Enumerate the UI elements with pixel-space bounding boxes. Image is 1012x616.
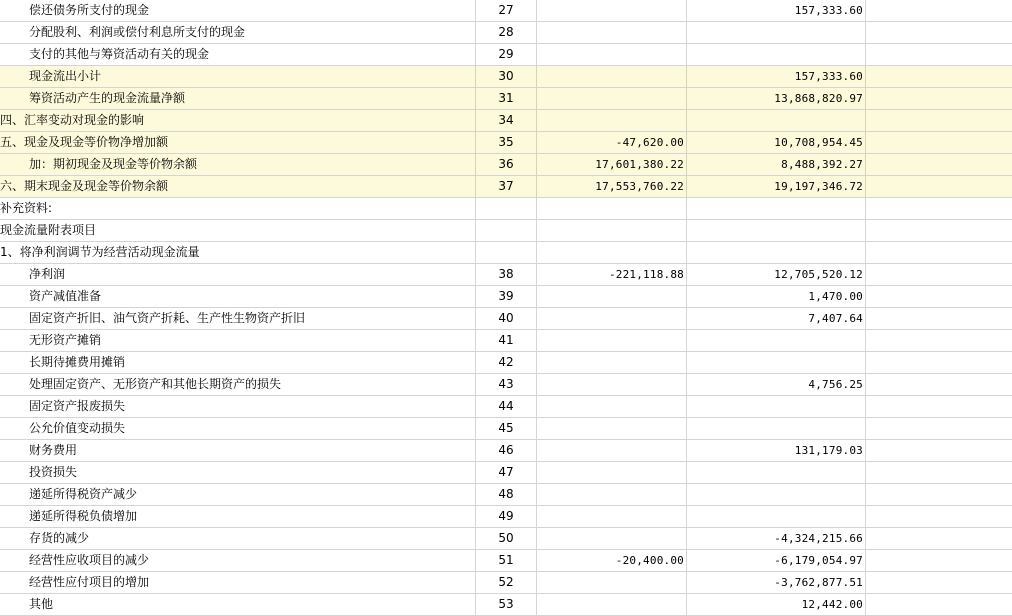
blank-cell[interactable] (866, 352, 1012, 373)
item-name-cell[interactable]: 偿还债务所支付的现金 (0, 0, 476, 21)
table-row[interactable] (0, 594, 1012, 616)
blank-cell[interactable] (866, 286, 1012, 307)
item-name-cell[interactable]: 经营性应收项目的减少 (0, 550, 476, 571)
amount-col2-cell[interactable]: 10,708,954.45 (687, 132, 866, 153)
blank-cell[interactable] (866, 374, 1012, 395)
item-name-cell[interactable]: 递延所得税负债增加 (0, 506, 476, 527)
amount-col2-cell[interactable]: 157,333.60 (687, 66, 866, 87)
line-number-cell[interactable]: 31 (476, 88, 537, 109)
amount-col2-cell[interactable] (687, 352, 866, 373)
item-name-cell[interactable]: 固定资产报废损失 (0, 396, 476, 417)
blank-cell[interactable] (866, 440, 1012, 461)
line-number-cell[interactable]: 42 (476, 352, 537, 373)
item-name-cell[interactable]: 分配股利、利润或偿付利息所支付的现金 (0, 22, 476, 43)
blank-cell[interactable] (866, 462, 1012, 483)
blank-cell[interactable] (866, 176, 1012, 197)
amount-col1-cell[interactable] (537, 374, 687, 395)
blank-cell[interactable] (866, 44, 1012, 65)
amount-col1-cell[interactable] (537, 352, 687, 373)
amount-col2-cell[interactable]: -4,324,215.66 (687, 528, 866, 549)
item-name-cell[interactable]: 四、汇率变动对现金的影响 (0, 110, 476, 131)
blank-cell[interactable] (866, 198, 1012, 219)
amount-col1-cell[interactable] (537, 506, 687, 527)
line-number-cell[interactable]: 46 (476, 440, 537, 461)
amount-col2-cell[interactable] (687, 198, 866, 219)
table-row[interactable] (0, 506, 1012, 528)
amount-col2-cell[interactable] (687, 484, 866, 505)
amount-col2-cell[interactable]: 1,470.00 (687, 286, 866, 307)
item-name-cell[interactable]: 长期待摊费用摊销 (0, 352, 476, 373)
line-number-cell[interactable]: 51 (476, 550, 537, 571)
blank-cell[interactable] (866, 88, 1012, 109)
item-name-cell[interactable]: 1、将净利润调节为经营活动现金流量 (0, 242, 476, 263)
blank-cell[interactable] (866, 154, 1012, 175)
line-number-cell[interactable] (476, 198, 537, 219)
table-row[interactable] (0, 88, 1012, 110)
line-number-cell[interactable]: 28 (476, 22, 537, 43)
amount-col2-cell[interactable] (687, 418, 866, 439)
item-name-cell[interactable]: 无形资产摊销 (0, 330, 476, 351)
blank-cell[interactable] (866, 66, 1012, 87)
line-number-cell[interactable]: 52 (476, 572, 537, 593)
table-row[interactable] (0, 462, 1012, 484)
amount-col2-cell[interactable] (687, 506, 866, 527)
line-number-cell[interactable]: 41 (476, 330, 537, 351)
line-number-cell[interactable]: 44 (476, 396, 537, 417)
table-row[interactable] (0, 66, 1012, 88)
item-name-cell[interactable]: 递延所得税资产减少 (0, 484, 476, 505)
item-name-cell[interactable]: 五、现金及现金等价物净增加额 (0, 132, 476, 153)
amount-col2-cell[interactable]: 12,442.00 (687, 594, 866, 615)
blank-cell[interactable] (866, 0, 1012, 21)
amount-col1-cell[interactable] (537, 66, 687, 87)
amount-col1-cell[interactable] (537, 220, 687, 241)
amount-col2-cell[interactable]: -6,179,054.97 (687, 550, 866, 571)
amount-col1-cell[interactable] (537, 396, 687, 417)
blank-cell[interactable] (866, 308, 1012, 329)
line-number-cell[interactable]: 34 (476, 110, 537, 131)
line-number-cell[interactable] (476, 220, 537, 241)
table-row[interactable] (0, 22, 1012, 44)
amount-col1-cell[interactable] (537, 484, 687, 505)
amount-col2-cell[interactable]: 4,756.25 (687, 374, 866, 395)
table-row[interactable] (0, 242, 1012, 264)
line-number-cell[interactable]: 40 (476, 308, 537, 329)
blank-cell[interactable] (866, 22, 1012, 43)
item-name-cell[interactable]: 现金流出小计 (0, 66, 476, 87)
blank-cell[interactable] (866, 484, 1012, 505)
line-number-cell[interactable]: 45 (476, 418, 537, 439)
line-number-cell[interactable]: 27 (476, 0, 537, 21)
table-row[interactable] (0, 154, 1012, 176)
blank-cell[interactable] (866, 594, 1012, 615)
amount-col1-cell[interactable] (537, 286, 687, 307)
amount-col1-cell[interactable] (537, 594, 687, 615)
amount-col1-cell[interactable] (537, 572, 687, 593)
blank-cell[interactable] (866, 242, 1012, 263)
amount-col1-cell[interactable] (537, 440, 687, 461)
item-name-cell[interactable]: 财务费用 (0, 440, 476, 461)
amount-col2-cell[interactable] (687, 44, 866, 65)
amount-col2-cell[interactable] (687, 396, 866, 417)
item-name-cell[interactable]: 投资损失 (0, 462, 476, 483)
item-name-cell[interactable]: 固定资产折旧、油气资产折耗、生产性生物资产折旧 (0, 308, 476, 329)
blank-cell[interactable] (866, 528, 1012, 549)
amount-col2-cell[interactable]: 131,179.03 (687, 440, 866, 461)
table-row[interactable] (0, 352, 1012, 374)
amount-col2-cell[interactable] (687, 330, 866, 351)
item-name-cell[interactable]: 处理固定资产、无形资产和其他长期资产的损失 (0, 374, 476, 395)
blank-cell[interactable] (866, 110, 1012, 131)
amount-col1-cell[interactable] (537, 308, 687, 329)
item-name-cell[interactable]: 筹资活动产生的现金流量净额 (0, 88, 476, 109)
amount-col1-cell[interactable] (537, 330, 687, 351)
table-row[interactable] (0, 0, 1012, 22)
amount-col1-cell[interactable]: 17,601,380.22 (537, 154, 687, 175)
amount-col2-cell[interactable] (687, 242, 866, 263)
amount-col2-cell[interactable]: 8,488,392.27 (687, 154, 866, 175)
amount-col2-cell[interactable]: -3,762,877.51 (687, 572, 866, 593)
amount-col1-cell[interactable] (537, 198, 687, 219)
amount-col1-cell[interactable]: -20,400.00 (537, 550, 687, 571)
blank-cell[interactable] (866, 418, 1012, 439)
table-row[interactable] (0, 308, 1012, 330)
table-row[interactable] (0, 418, 1012, 440)
table-row[interactable] (0, 374, 1012, 396)
item-name-cell[interactable]: 支付的其他与筹资活动有关的现金 (0, 44, 476, 65)
line-number-cell[interactable]: 39 (476, 286, 537, 307)
amount-col1-cell[interactable]: 17,553,760.22 (537, 176, 687, 197)
amount-col2-cell[interactable]: 157,333.60 (687, 0, 866, 21)
item-name-cell[interactable]: 加：期初现金及现金等价物余额 (0, 154, 476, 175)
item-name-cell[interactable]: 六、期末现金及现金等价物余额 (0, 176, 476, 197)
amount-col1-cell[interactable] (537, 88, 687, 109)
amount-col2-cell[interactable] (687, 462, 866, 483)
blank-cell[interactable] (866, 132, 1012, 153)
blank-cell[interactable] (866, 572, 1012, 593)
table-row[interactable] (0, 132, 1012, 154)
amount-col2-cell[interactable]: 7,407.64 (687, 308, 866, 329)
item-name-cell[interactable]: 资产减值准备 (0, 286, 476, 307)
amount-col2-cell[interactable] (687, 110, 866, 131)
amount-col1-cell[interactable] (537, 462, 687, 483)
amount-col1-cell[interactable] (537, 528, 687, 549)
line-number-cell[interactable]: 37 (476, 176, 537, 197)
table-row[interactable] (0, 286, 1012, 308)
table-row[interactable] (0, 110, 1012, 132)
table-row[interactable] (0, 528, 1012, 550)
table-row[interactable] (0, 484, 1012, 506)
amount-col2-cell[interactable]: 19,197,346.72 (687, 176, 866, 197)
table-row[interactable] (0, 396, 1012, 418)
line-number-cell[interactable]: 49 (476, 506, 537, 527)
amount-col1-cell[interactable] (537, 0, 687, 21)
amount-col2-cell[interactable] (687, 22, 866, 43)
line-number-cell[interactable]: 35 (476, 132, 537, 153)
blank-cell[interactable] (866, 550, 1012, 571)
table-row[interactable] (0, 330, 1012, 352)
amount-col1-cell[interactable]: -221,118.88 (537, 264, 687, 285)
table-row[interactable] (0, 220, 1012, 242)
table-row[interactable] (0, 572, 1012, 594)
amount-col1-cell[interactable]: -47,620.00 (537, 132, 687, 153)
amount-col1-cell[interactable] (537, 418, 687, 439)
blank-cell[interactable] (866, 396, 1012, 417)
table-row[interactable] (0, 440, 1012, 462)
item-name-cell[interactable]: 现金流量附表项目 (0, 220, 476, 241)
item-name-cell[interactable]: 净利润 (0, 264, 476, 285)
item-name-cell[interactable]: 其他 (0, 594, 476, 615)
line-number-cell[interactable]: 43 (476, 374, 537, 395)
table-row[interactable] (0, 44, 1012, 66)
line-number-cell[interactable]: 36 (476, 154, 537, 175)
line-number-cell[interactable]: 30 (476, 66, 537, 87)
blank-cell[interactable] (866, 220, 1012, 241)
line-number-cell[interactable]: 47 (476, 462, 537, 483)
amount-col1-cell[interactable] (537, 110, 687, 131)
line-number-cell[interactable]: 53 (476, 594, 537, 615)
blank-cell[interactable] (866, 264, 1012, 285)
line-number-cell[interactable]: 29 (476, 44, 537, 65)
amount-col2-cell[interactable] (687, 220, 866, 241)
amount-col1-cell[interactable] (537, 242, 687, 263)
blank-cell[interactable] (866, 330, 1012, 351)
line-number-cell[interactable]: 48 (476, 484, 537, 505)
line-number-cell[interactable]: 38 (476, 264, 537, 285)
line-number-cell[interactable]: 50 (476, 528, 537, 549)
table-row[interactable] (0, 264, 1012, 286)
amount-col2-cell[interactable]: 12,705,520.12 (687, 264, 866, 285)
item-name-cell[interactable]: 公允价值变动损失 (0, 418, 476, 439)
table-row[interactable] (0, 176, 1012, 198)
table-row[interactable] (0, 198, 1012, 220)
amount-col1-cell[interactable] (537, 22, 687, 43)
table-row[interactable] (0, 550, 1012, 572)
blank-cell[interactable] (866, 506, 1012, 527)
item-name-cell[interactable]: 存货的减少 (0, 528, 476, 549)
item-name-cell[interactable]: 经营性应付项目的增加 (0, 572, 476, 593)
amount-col1-cell[interactable] (537, 44, 687, 65)
line-number-cell[interactable] (476, 242, 537, 263)
amount-col2-cell[interactable]: 13,868,820.97 (687, 88, 866, 109)
item-name-cell[interactable]: 补充资料: (0, 198, 476, 219)
